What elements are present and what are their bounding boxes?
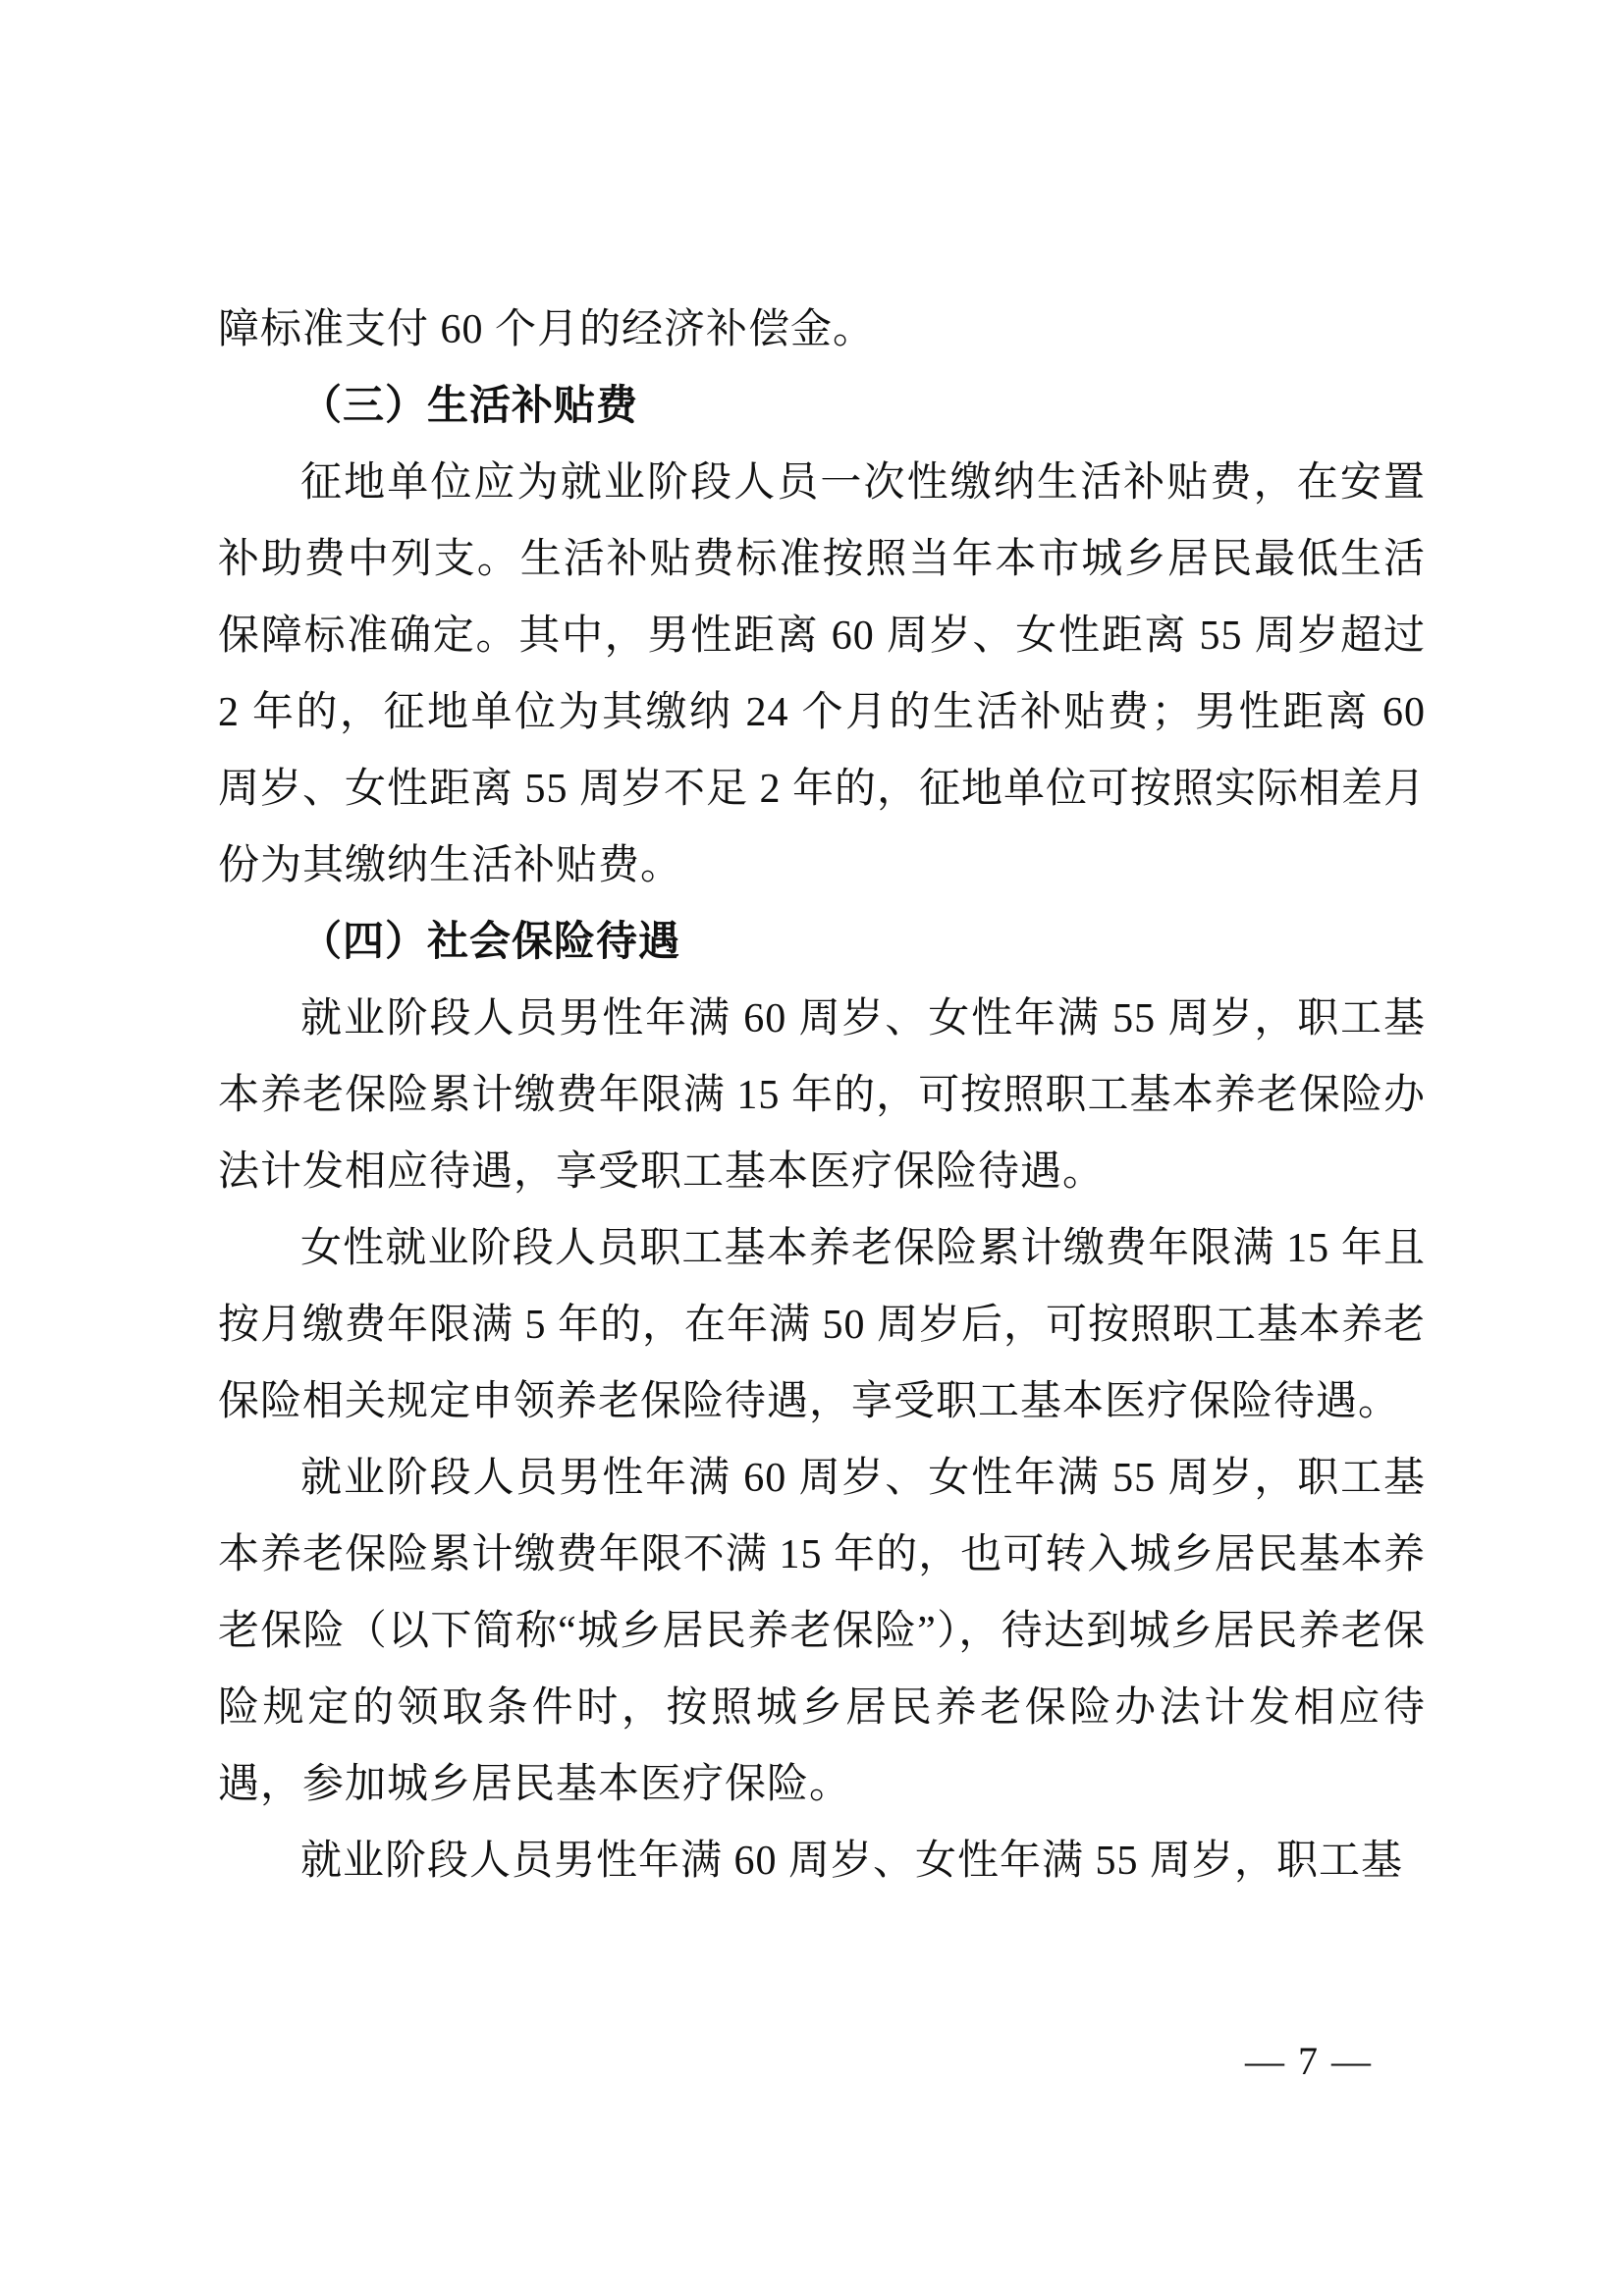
paragraph: 就业阶段人员男性年满 60 周岁、女性年满 55 周岁，职工基本养老保险累计缴费年限不满 15 年的，也可转入城乡居民基本养老保险（以下简称“城乡居民养老保险”），待达到城乡居民养老保险规定的领取条件时，按照城乡居民养老保险办法计发相应待遇，参加城乡居民基本医疗保险。 — [218, 1456, 1426, 1807]
paragraph-continuation: 障标准支付 60 个月的经济补偿金。 — [218, 307, 876, 352]
page-number: — 7 — — [1245, 2039, 1373, 2083]
paragraph: 征地单位应为就业阶段人员一次性缴纳生活补贴费，在安置补助费中列支。生活补贴费标准按照当年本市城乡居民最低生活保障标准确定。其中，男性距离 60 周岁、女性距离 55 周岁超过 2 年的，征地单位为其缴纳 24 个月的生活补贴费；男性距离 60 周岁、女性距离 55 周岁不足 2 年的，征地单位可按照实际相差月份为其缴纳生活补贴费。 — [218, 460, 1427, 888]
page-body — [218, 292, 1426, 1899]
section-heading-living-subsidy: （三）生活补贴费 — [300, 384, 639, 429]
paragraph-cutoff: 就业阶段人员男性年满 60 周岁、女性年满 55 周岁，职工基 — [300, 1839, 1404, 1884]
paragraph: 女性就业阶段人员职工基本养老保险累计缴费年限满 15 年且按月缴费年限满 5 年的，在年满 50 周岁后，可按照职工基本养老保险相关规定申领养老保险待遇，享受职工基本医疗保险待遇。 — [218, 1226, 1427, 1424]
section-heading-social-insurance: （四）社会保险待遇 — [300, 920, 681, 965]
paragraph: 就业阶段人员男性年满 60 周岁、女性年满 55 周岁，职工基本养老保险累计缴费年限满 15 年的，可按照职工基本养老保险办法计发相应待遇，享受职工基本医疗保险待遇。 — [218, 996, 1426, 1195]
